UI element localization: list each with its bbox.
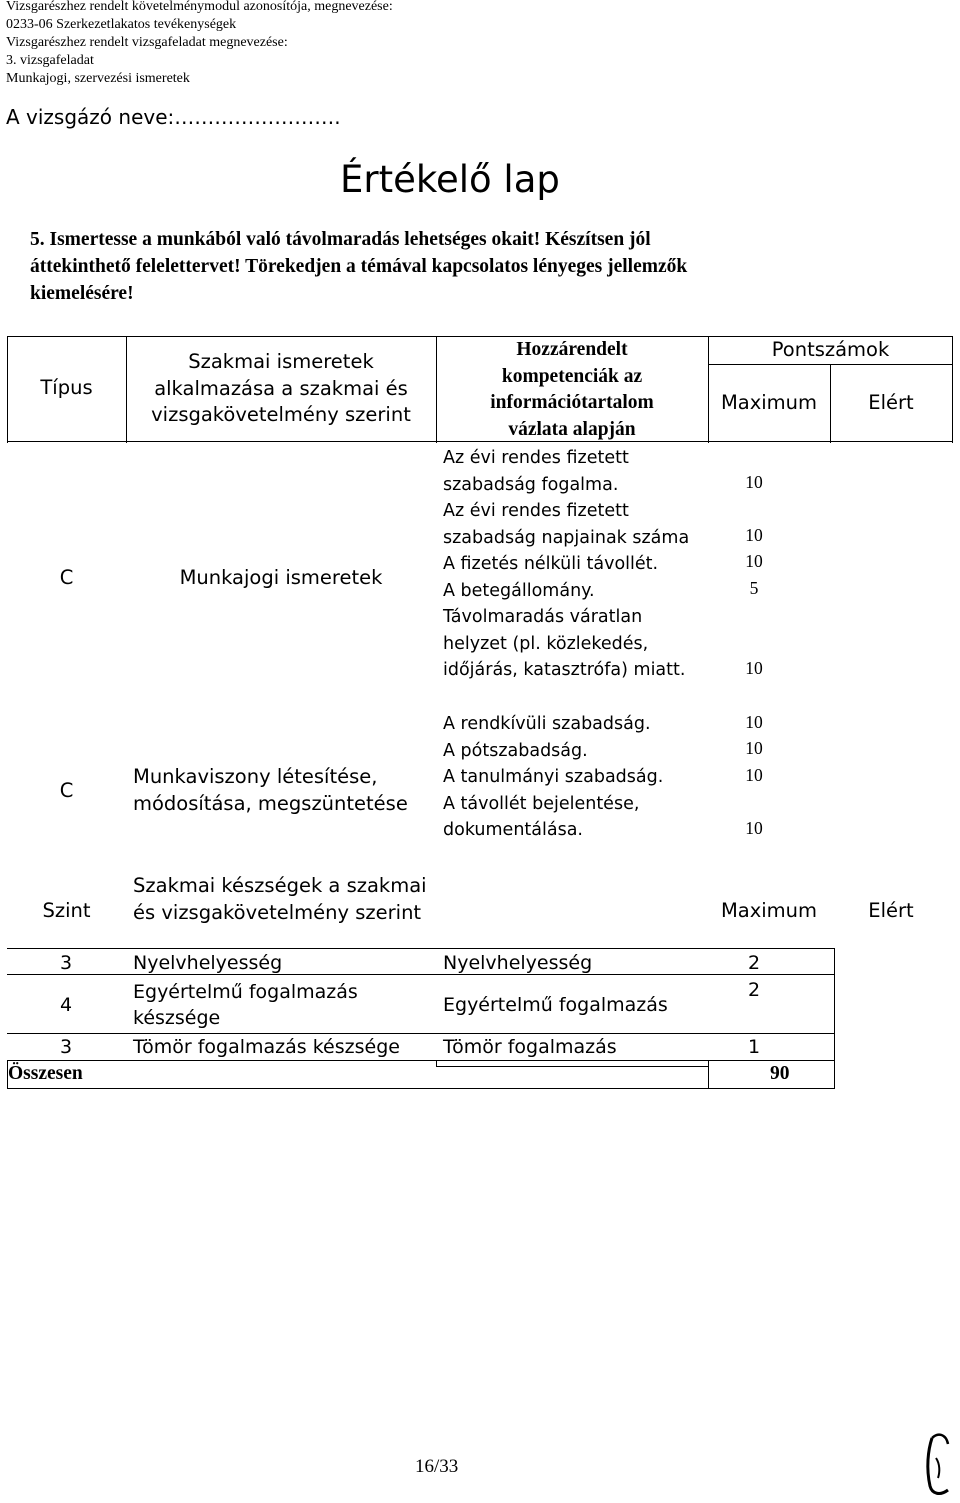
max-value: 10	[745, 818, 763, 838]
page-title: Értékelő lap	[340, 158, 560, 201]
col-max-header: Maximum	[720, 391, 818, 414]
col-knowledge-header: Szakmai ismeretek alkalmazása a szakmai és vizsgakövetelmény szerint	[151, 350, 411, 426]
col-achieved-header: Elért	[868, 391, 914, 414]
header-line-5: Munkajogi, szervezési ismeretek	[6, 71, 190, 86]
max-value: 10	[745, 551, 763, 571]
row-topic: Munkajogi ismeretek	[179, 566, 383, 589]
row-topic: Munkaviszony létesítése, módosítása, megszüntetése	[133, 765, 408, 815]
max-value: 10	[745, 765, 763, 785]
header-line-4: 3. vizsgafeladat	[6, 53, 94, 68]
max-value: 10	[745, 738, 763, 758]
row-level: 4	[60, 994, 73, 1016]
total-label: Összesen	[8, 1063, 83, 1084]
col-max-header-2: Maximum	[720, 899, 818, 922]
header-line-1: Vizsgarészhez rendelt követelménymodul azonosítója, megnevezése:	[6, 0, 393, 14]
row-skill: Egyértelmű fogalmazás készsége	[133, 981, 358, 1029]
col-skills-header: Szakmai készségek a szakmai és vizsgakövetelmény szerint	[133, 874, 427, 924]
row-level: 3	[60, 952, 73, 974]
max-value: 10	[745, 712, 763, 732]
header-line-3: Vizsgarészhez rendelt vizsgafeladat megnevezése:	[6, 35, 288, 50]
candidate-name: A vizsgázó neve:…………………….	[6, 105, 341, 129]
max-value: 10	[745, 525, 763, 545]
col-points-header: Pontszámok	[771, 338, 890, 361]
task-line-1: 5. Ismertesse a munkából való távolmaradás lehetséges okait! Készítsen jól	[30, 229, 651, 250]
row-level: 3	[60, 1036, 73, 1058]
task-line-2: áttekinthető felelettervet! Törekedjen a témával kapcsolatos lényeges jellemzők	[30, 256, 688, 277]
row-type: C	[59, 779, 74, 802]
row-desc: Egyértelmű fogalmazás	[443, 994, 668, 1016]
row-skill: Nyelvhelyesség	[133, 952, 283, 974]
row-max: 1	[748, 1036, 761, 1058]
competence-list: A rendkívüli szabadság. A pótszabadság. A tanulmányi szabadság. A távollét bejelentése, dokumentálása.	[443, 714, 664, 840]
page-number: 16/33	[415, 1456, 459, 1477]
row-skill: Tömör fogalmazás készsége	[133, 1036, 400, 1058]
row-max: 2	[748, 952, 761, 974]
max-value: 5	[749, 578, 759, 598]
row-desc: Nyelvhelyesség	[443, 952, 593, 974]
row-desc: Tömör fogalmazás	[443, 1036, 617, 1058]
col-level-header: Szint	[42, 899, 91, 922]
task-line-3: kiemelésére!	[30, 283, 134, 304]
row-max: 2	[748, 979, 761, 1001]
signature-logo	[918, 1428, 954, 1500]
max-value: 10	[745, 472, 763, 492]
total-value: 90	[770, 1063, 790, 1084]
col-achieved-header-2: Elért	[868, 899, 914, 922]
max-value: 10	[745, 658, 763, 678]
col-competence-header: Hozzárendelt kompetenciák az információtartalom vázlata alapján	[490, 339, 654, 440]
header-line-2: 0233-06 Szerkezetlakatos tevékenységek	[6, 17, 237, 32]
col-type-header: Típus	[40, 376, 93, 399]
row-type: C	[59, 566, 74, 589]
competence-list: Az évi rendes fizetett szabadság fogalma. Az évi rendes fizetett szabadság napjainak száma A fizetés nélküli távollét. A betegállomány. Távolmaradás váratlan helyzet (pl. közlekedés, időjárás, katasztrófa) miatt.	[443, 448, 690, 680]
